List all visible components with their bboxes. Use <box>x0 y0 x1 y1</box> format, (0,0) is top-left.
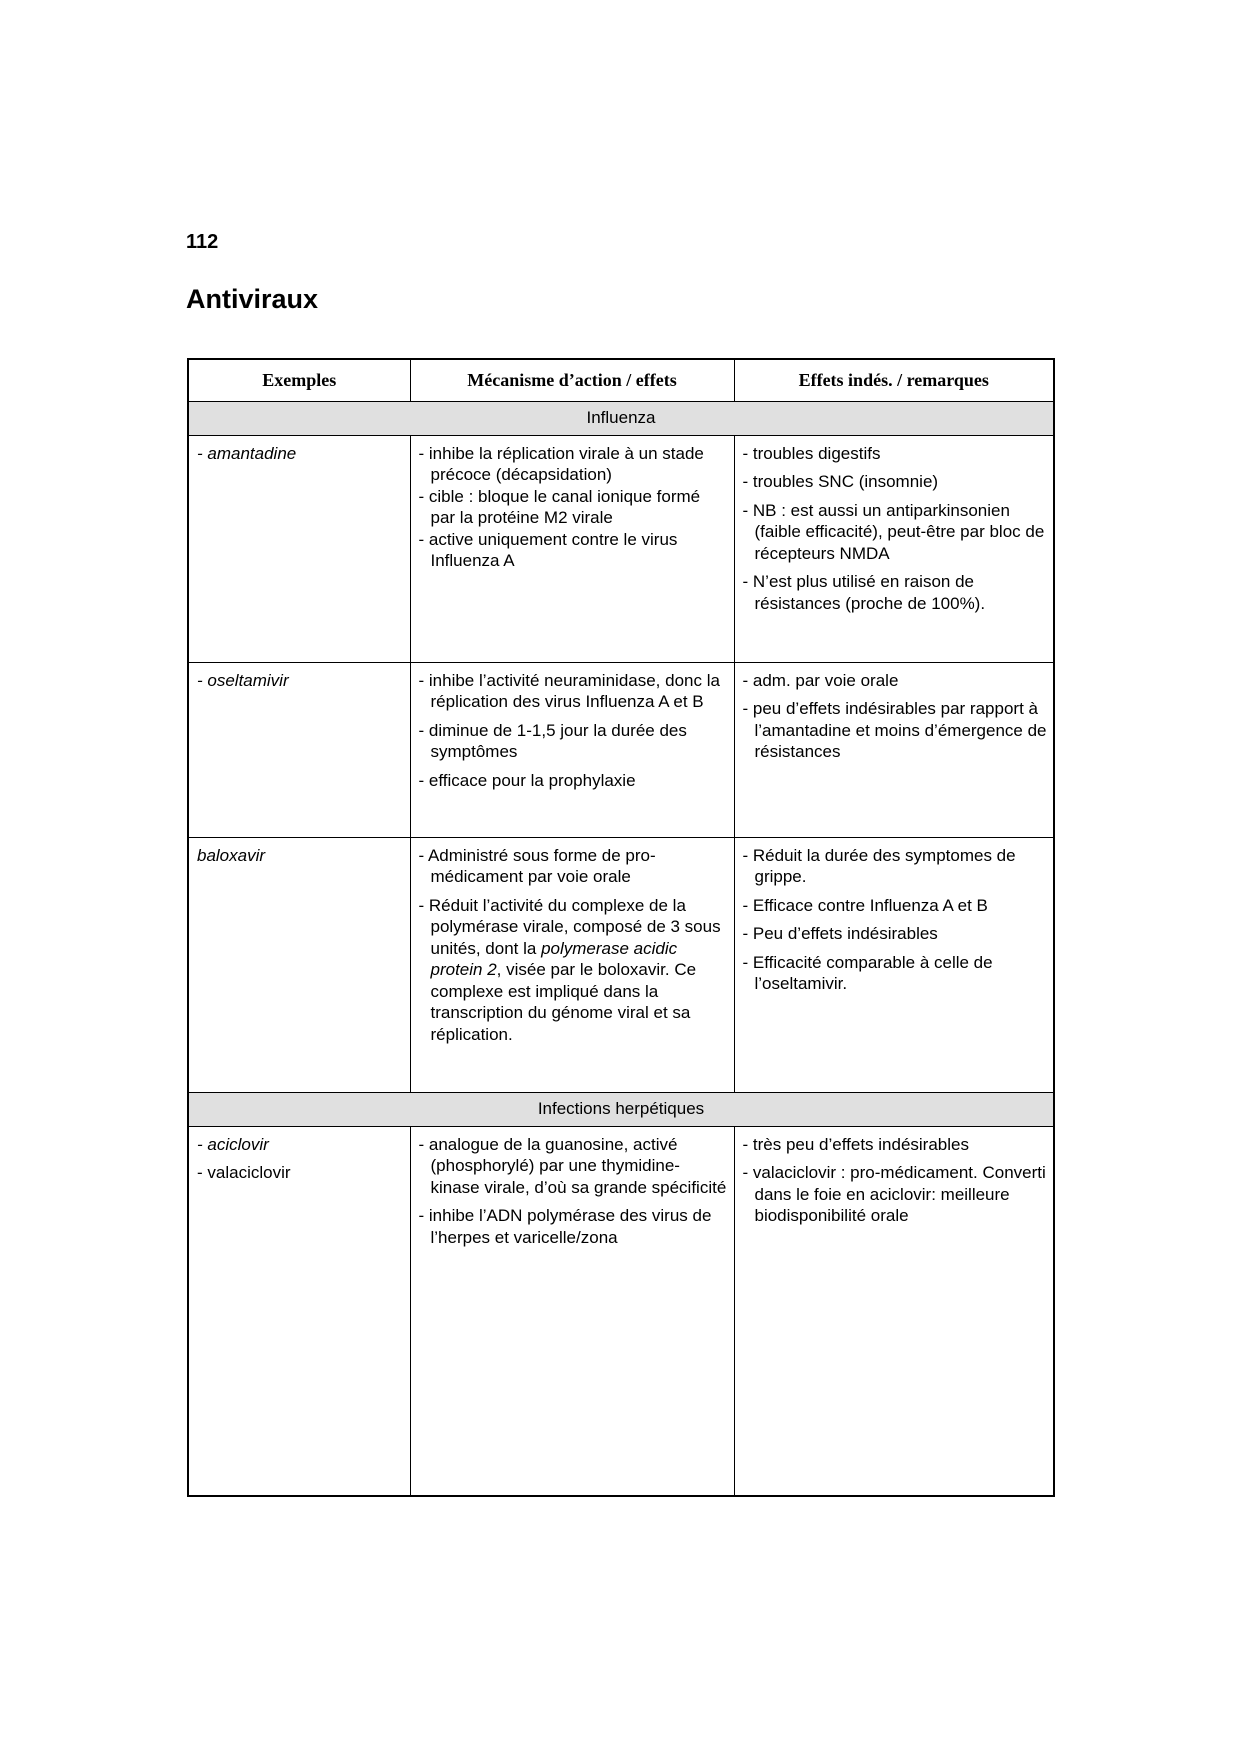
bullet-item: - analogue de la guanosine, activé (phosphorylé) par une thymidine-kinase virale, d’où sa grande spécificité <box>418 1134 727 1197</box>
column-header-exemples: Exemples <box>188 359 410 401</box>
bullet-text: , visée par le boloxavir. Ce complexe est impliqué dans la transcription du génome viral et sa réplication. <box>430 960 697 1044</box>
mechanism-cell <box>410 837 734 1092</box>
bullet-item: - très peu d’effets indésirables <box>742 1134 969 1154</box>
bullet-item: - peu d’effets indésirables par rapport à l’amantadine et moins d’émergence de résistances <box>742 699 1047 761</box>
bullet-item: - inhibe la réplication virale à un stade précoce (décapsidation) <box>418 443 704 484</box>
bullet-item: - inhibe l’ADN polymérase des virus de l’herpes et varicelle/zona <box>418 1206 712 1247</box>
bullet-item: - troubles SNC (insomnie) <box>742 472 939 491</box>
drug-name-oseltamivir: - oseltamivir <box>197 670 289 690</box>
bullet-item: - Efficacité comparable à celle de l’oseltamivir. <box>742 952 993 993</box>
section-title-influenza: Influenza <box>188 401 1054 435</box>
bullet-item <box>419 895 729 1046</box>
effects-cell <box>734 662 1054 837</box>
bullet-item: - efficace pour la prophylaxie <box>418 770 636 790</box>
bullet-item: - diminue de 1-1,5 jour la durée des symptômes <box>418 720 687 761</box>
bullet-item: - N’est plus utilisé en raison de résistances (proche de 100%). <box>742 572 986 613</box>
bullet-item: - valaciclovir : pro-médicament. Converti dans le foie en aciclovir: meilleure biodisponibilité orale <box>742 1163 1046 1225</box>
drug-name-aciclovir: - aciclovir <box>197 1134 269 1154</box>
drug-name-amantadine: - amantadine <box>197 443 297 463</box>
table-header-row <box>188 359 1054 401</box>
page-title: Antiviraux <box>186 284 319 314</box>
mechanism-cell <box>410 662 734 837</box>
example-cell <box>188 662 410 837</box>
bullet-item: - active uniquement contre le virus Influenza A <box>418 529 678 570</box>
column-header-mecanisme: Mécanisme d’action / effets <box>410 359 734 401</box>
section-row-herpes <box>188 1092 1054 1126</box>
antivirals-table <box>187 358 1055 1497</box>
bullet-item: - NB : est aussi un antiparkinsonien (faible efficacité), peut-être par bloc de récepteurs NMDA <box>742 500 1045 563</box>
bullet-item: - troubles digestifs <box>742 443 881 463</box>
section-title-herpes: Infections herpétiques <box>188 1092 1054 1126</box>
bullet-item: - Peu d’effets indésirables <box>742 924 938 943</box>
mechanism-cell <box>410 1126 734 1496</box>
mechanism-cell <box>410 435 734 662</box>
bullet-item: - adm. par voie orale <box>742 670 899 690</box>
table-row-oseltamivir <box>188 662 1054 837</box>
bullet-item: - Administré sous forme de pro-médicament par voie orale <box>418 845 656 886</box>
table-row-baloxavir <box>188 837 1054 1092</box>
page-number: 112 <box>186 231 219 253</box>
bullet-item: - Réduit la durée des symptomes de grippe. <box>742 845 1016 886</box>
bullet-item: - inhibe l’activité neuraminidase, donc la réplication des virus Influenza A et B <box>418 670 720 711</box>
bullet-item: - Efficace contre Influenza A et B <box>742 895 988 915</box>
column-header-effets: Effets indés. / remarques <box>734 359 1054 401</box>
drug-name-baloxavir: baloxavir <box>197 845 266 865</box>
example-cell <box>188 435 410 662</box>
bullet-text: - Réduit l’activité du complexe de la polymérase virale, composé de 3 sous unités, dont la <box>418 895 721 958</box>
effects-cell <box>734 435 1054 662</box>
example-cell <box>188 1126 410 1496</box>
example-cell <box>188 837 410 1092</box>
table-row-amantadine <box>188 435 1054 662</box>
drug-name-valaciclovir: - valaciclovir <box>197 1163 291 1182</box>
effects-cell <box>734 1126 1054 1496</box>
effects-cell <box>734 837 1054 1092</box>
bullet-item: - cible : bloque le canal ionique formé par la protéine M2 virale <box>418 486 701 527</box>
table-row-aciclovir <box>188 1126 1054 1496</box>
bullet-text-italic: polymerase acidic protein 2 <box>430 938 678 979</box>
section-row-influenza <box>188 401 1054 435</box>
